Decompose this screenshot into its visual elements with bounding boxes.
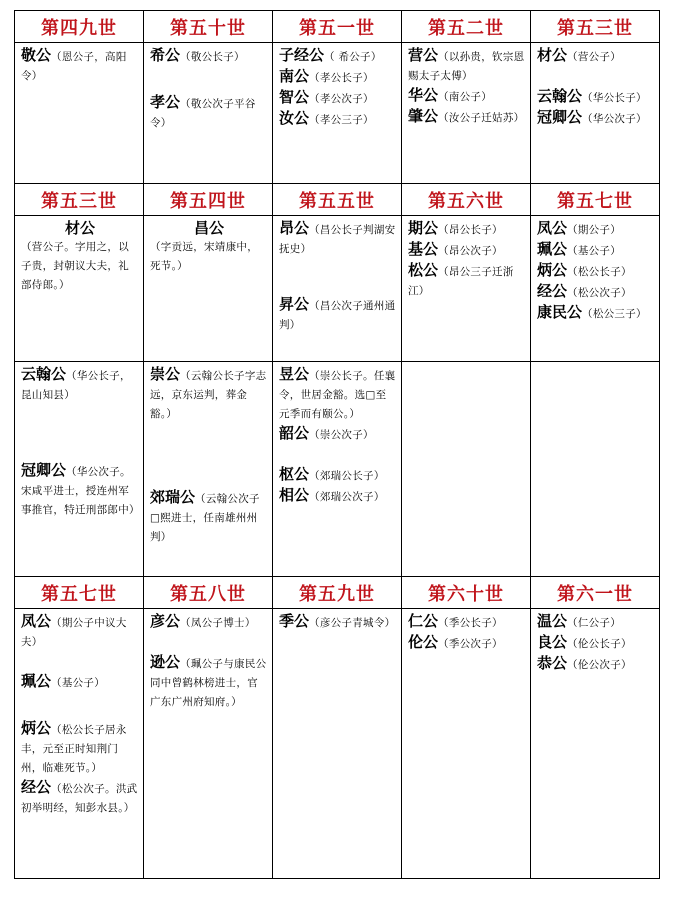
person-note: （以孙贵，钦宗恩赐太子太傅） bbox=[408, 51, 525, 82]
person-entry bbox=[279, 365, 397, 424]
person-entry bbox=[279, 109, 397, 130]
person-note: （昂公次子） bbox=[438, 245, 503, 257]
person-note: （昌公长子判湖安抚史） bbox=[279, 224, 396, 255]
person-name: 经公 bbox=[21, 778, 52, 796]
generation-cell bbox=[144, 43, 273, 184]
person-entry bbox=[279, 295, 397, 335]
person-entry bbox=[279, 219, 397, 259]
person-entry bbox=[150, 46, 268, 67]
person-entry bbox=[150, 488, 268, 547]
person-note: （松公长子） bbox=[567, 266, 632, 278]
person-note: （孝公三子） bbox=[309, 114, 374, 126]
generation-cell bbox=[531, 43, 660, 184]
person-entry bbox=[408, 107, 526, 128]
person-entry bbox=[150, 612, 268, 633]
person-name: 逊公 bbox=[150, 653, 181, 671]
person-note: （华公长子） bbox=[582, 92, 647, 104]
person-entry bbox=[21, 719, 139, 778]
person-entry bbox=[279, 88, 397, 109]
person-name: 温公 bbox=[537, 612, 568, 630]
person-name: 云翰公 bbox=[21, 365, 67, 383]
person-note: （孝公次子） bbox=[309, 93, 374, 105]
person-note: （崇公长子。任襄令，世居金豁。选□至元季而有颐公。） bbox=[279, 370, 396, 420]
person-name: 相公 bbox=[279, 486, 310, 504]
person-name: 华公 bbox=[408, 86, 439, 104]
generation-header-row bbox=[15, 11, 660, 43]
person-entry bbox=[537, 303, 655, 324]
generation-header: 第五三世 bbox=[15, 184, 144, 216]
person-note: （敬公长子） bbox=[180, 51, 245, 63]
person-entry bbox=[408, 240, 526, 261]
person-name: 崇公 bbox=[150, 365, 181, 383]
person-name: 孝公 bbox=[150, 93, 181, 111]
person-name: 昌公 bbox=[193, 219, 224, 237]
person-name: 材公 bbox=[537, 46, 568, 64]
person-name: 昇公 bbox=[279, 295, 310, 313]
person-note: （珮公子与康民公同中曾鹤林榜进士，官广东广州府知府。） bbox=[150, 658, 267, 708]
generation-header: 第五八世 bbox=[144, 577, 273, 609]
person-note: （崇公次子） bbox=[309, 429, 374, 441]
person-name: 凤公 bbox=[21, 612, 52, 630]
person-entry bbox=[279, 46, 397, 67]
person-entry bbox=[537, 240, 655, 261]
person-name: 希公 bbox=[150, 46, 181, 64]
person-name: 汝公 bbox=[279, 109, 310, 127]
person-entry bbox=[408, 633, 526, 654]
person-name: 珮公 bbox=[537, 240, 568, 258]
person-name: 材公 bbox=[64, 219, 95, 237]
generation-header: 第五三世 bbox=[531, 11, 660, 43]
person-note: （营公子） bbox=[567, 51, 622, 63]
person-entry bbox=[537, 87, 655, 108]
person-entry bbox=[150, 219, 268, 276]
person-note: （伦公长子） bbox=[567, 638, 632, 650]
person-name: 季公 bbox=[279, 612, 310, 630]
person-name: 郊瑞公 bbox=[150, 488, 196, 506]
person-entry bbox=[21, 46, 139, 86]
generation-header: 第五六世 bbox=[402, 184, 531, 216]
person-entry bbox=[21, 365, 139, 405]
generation-cell bbox=[273, 216, 402, 362]
person-entry bbox=[537, 612, 655, 633]
person-name: 基公 bbox=[408, 240, 439, 258]
generation-header: 第五二世 bbox=[402, 11, 531, 43]
person-name: 彦公 bbox=[150, 612, 181, 630]
person-note: （彦公子青城令） bbox=[309, 617, 396, 629]
person-note: （凤公子博士） bbox=[180, 617, 256, 629]
generation-cell bbox=[402, 216, 531, 362]
person-name: 冠卿公 bbox=[21, 461, 67, 479]
generation-header: 第六一世 bbox=[531, 577, 660, 609]
person-entry bbox=[21, 219, 139, 295]
person-entry bbox=[537, 108, 655, 129]
person-entry bbox=[408, 612, 526, 633]
person-name: 韶公 bbox=[279, 424, 310, 442]
person-name: 云翰公 bbox=[537, 87, 583, 105]
person-note: （华公次子） bbox=[582, 113, 647, 125]
generation-header: 第五九世 bbox=[273, 577, 402, 609]
person-name: 子经公 bbox=[279, 46, 325, 64]
generation-cell bbox=[144, 216, 273, 362]
person-note: （昂公长子） bbox=[438, 224, 503, 236]
person-note: （汝公子迁姑苏） bbox=[438, 112, 525, 124]
generation-cell-empty bbox=[531, 362, 660, 577]
generation-cell bbox=[144, 362, 273, 577]
generation-cell-empty bbox=[402, 362, 531, 577]
person-entry bbox=[408, 46, 526, 86]
generation-header: 第五十世 bbox=[144, 11, 273, 43]
person-name: 冠卿公 bbox=[537, 108, 583, 126]
person-note: （基公子） bbox=[567, 245, 622, 257]
generation-cell bbox=[273, 362, 402, 577]
person-name: 伦公 bbox=[408, 633, 439, 651]
generation-header: 第四九世 bbox=[15, 11, 144, 43]
person-entry bbox=[537, 654, 655, 675]
person-note: （华公次子。宋咸平进士，授连州军事推官，特迁刑部郎中） bbox=[21, 466, 140, 516]
generation-cell bbox=[15, 609, 144, 879]
person-name: 炳公 bbox=[21, 719, 52, 737]
person-name: 经公 bbox=[537, 282, 568, 300]
generation-cell bbox=[273, 43, 402, 184]
person-entry bbox=[537, 261, 655, 282]
person-name: 恭公 bbox=[537, 654, 568, 672]
person-entry bbox=[279, 486, 397, 507]
generation-cell bbox=[531, 216, 660, 362]
person-note: （恩公子，高阳令） bbox=[21, 51, 127, 82]
generation-header: 第五七世 bbox=[15, 577, 144, 609]
person-note: （敬公次子平谷令） bbox=[150, 98, 256, 129]
generation-body-row bbox=[15, 609, 660, 879]
generation-cell bbox=[402, 43, 531, 184]
generation-header: 第六十世 bbox=[402, 577, 531, 609]
person-note: （昂公三子迁浙江） bbox=[408, 266, 514, 297]
generation-cell bbox=[402, 609, 531, 879]
person-name: 期公 bbox=[408, 219, 439, 237]
person-entry bbox=[408, 219, 526, 240]
person-name: 松公 bbox=[408, 261, 439, 279]
person-entry bbox=[537, 46, 655, 67]
generation-header: 第五四世 bbox=[144, 184, 273, 216]
person-note: （字贡远，宋靖康中，死节。） bbox=[150, 241, 258, 272]
generation-header: 第五一世 bbox=[273, 11, 402, 43]
generation-body-row bbox=[15, 43, 660, 184]
person-name: 昱公 bbox=[279, 365, 310, 383]
person-name: 凤公 bbox=[537, 219, 568, 237]
person-entry bbox=[279, 424, 397, 445]
person-name: 营公 bbox=[408, 46, 439, 64]
generation-header-row bbox=[15, 184, 660, 216]
generation-cell bbox=[15, 43, 144, 184]
person-name: 炳公 bbox=[537, 261, 568, 279]
generation-body-row bbox=[15, 216, 660, 362]
person-note: （期公子中议大夫） bbox=[21, 617, 127, 648]
person-note: （郊瑞公长子） bbox=[309, 470, 385, 482]
person-name: 肇公 bbox=[408, 107, 439, 125]
person-entry bbox=[408, 261, 526, 301]
person-entry bbox=[21, 778, 139, 818]
generation-header: 第五五世 bbox=[273, 184, 402, 216]
person-entry bbox=[150, 365, 268, 424]
person-note: （仁公子） bbox=[567, 617, 622, 629]
person-name: 良公 bbox=[537, 633, 568, 651]
person-note: （基公子） bbox=[51, 677, 106, 689]
person-entry bbox=[279, 67, 397, 88]
person-name: 仁公 bbox=[408, 612, 439, 630]
generation-cell bbox=[144, 609, 273, 879]
person-entry bbox=[21, 672, 139, 693]
person-note: （松公三子） bbox=[582, 308, 647, 320]
person-note: （昌公次子通州通判） bbox=[279, 300, 396, 331]
person-note: （孝公长子） bbox=[309, 72, 374, 84]
person-entry bbox=[279, 612, 397, 633]
generation-cell bbox=[531, 609, 660, 879]
person-entry bbox=[408, 86, 526, 107]
genealogy-table bbox=[14, 10, 660, 879]
person-entry bbox=[279, 465, 397, 486]
person-entry bbox=[537, 219, 655, 240]
person-entry bbox=[537, 633, 655, 654]
person-note: （南公子） bbox=[438, 91, 493, 103]
person-note: （松公次子。洪武初举明经，知彭水县。） bbox=[21, 783, 138, 814]
person-note: （松公次子） bbox=[567, 287, 632, 299]
person-note: （ 希公子） bbox=[324, 51, 382, 63]
person-name: 智公 bbox=[279, 88, 310, 106]
person-note: （伦公次子） bbox=[567, 659, 632, 671]
person-name: 康民公 bbox=[537, 303, 583, 321]
generation-cell bbox=[15, 362, 144, 577]
person-name: 珮公 bbox=[21, 672, 52, 690]
person-note: （郊瑞公次子） bbox=[309, 491, 385, 503]
person-note: （期公子） bbox=[567, 224, 622, 236]
generation-cell bbox=[15, 216, 144, 362]
generation-header-row bbox=[15, 577, 660, 609]
person-entry bbox=[150, 653, 268, 712]
person-name: 南公 bbox=[279, 67, 310, 85]
person-note: （云翰公次子□熙进士，任南雄州州判） bbox=[150, 493, 260, 543]
person-entry bbox=[150, 93, 268, 133]
person-note: （华公长子，昆山知县） bbox=[21, 370, 131, 401]
person-entry bbox=[21, 612, 139, 652]
person-entry bbox=[21, 461, 139, 520]
person-note: （松公长子居永丰，元至正时知荆门州，临难死节。） bbox=[21, 724, 127, 774]
person-name: 昂公 bbox=[279, 219, 310, 237]
person-name: 枢公 bbox=[279, 465, 310, 483]
generation-cell bbox=[273, 609, 402, 879]
person-entry bbox=[537, 282, 655, 303]
person-note: （云翰公长子字志远，京东运判，葬金豁。） bbox=[150, 370, 267, 420]
person-note: （季公长子） bbox=[438, 617, 503, 629]
person-name: 敬公 bbox=[21, 46, 52, 64]
person-note: （营公子。字用之，以子贵，封朝议大夫，礼部侍郎。） bbox=[21, 241, 129, 291]
person-note: （季公次子） bbox=[438, 638, 503, 650]
generation-body-row bbox=[15, 362, 660, 577]
generation-header: 第五七世 bbox=[531, 184, 660, 216]
